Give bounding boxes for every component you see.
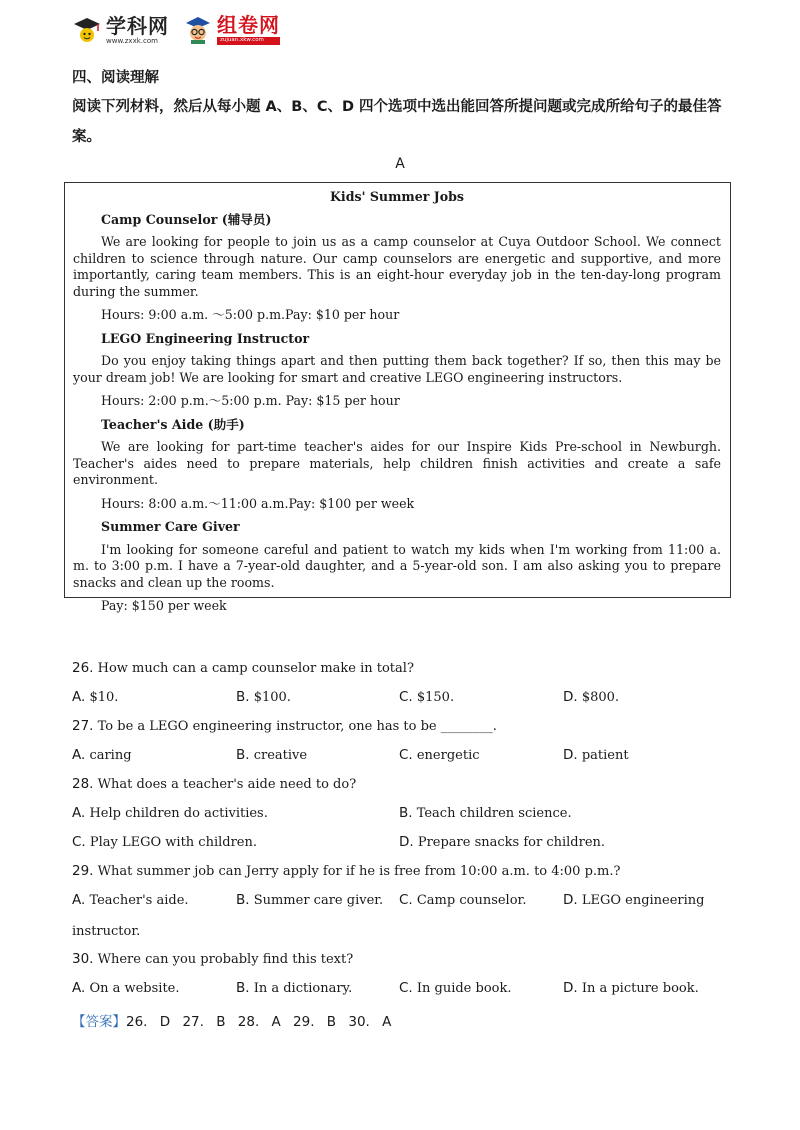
passage-box [64, 182, 731, 613]
option-c[interactable] [399, 978, 511, 999]
option-b[interactable] [236, 890, 383, 911]
job-hours: Hours: 8:00 a.m.～11:00 a.m.Pay: $100 per week [101, 495, 415, 511]
option-letter: B. [236, 747, 250, 763]
logo-title: 学科网 [106, 13, 169, 38]
option-d-continuation: instructor. [72, 924, 141, 939]
job-description: We are looking for people to join us as a camp counselor at Cuya Outdoor School. We connect children to science through nature. Our camp counselors are energetic and supportive, and more importantly, caring team members. This is an eight-hour everyday job in the ten-day-long program during the summer. [73, 234, 721, 299]
answer-values: 26. D 27. B 28. A 29. B 30. A [126, 1014, 392, 1030]
option-letter: A. [72, 689, 86, 705]
question-30 [72, 949, 732, 978]
option-b[interactable] [236, 687, 291, 708]
question-text: To be a LEGO engineering instructor, one has to be ________. [97, 719, 497, 734]
job-hours: Hours: 9:00 a.m. ～5:00 p.m.Pay: $10 per hour [101, 307, 400, 322]
option-text: $800. [581, 690, 620, 705]
option-d[interactable] [563, 745, 629, 766]
option-text: Prepare snacks for children. [417, 835, 606, 850]
option-text: In guide book. [416, 981, 512, 996]
answer-line [72, 1010, 391, 1030]
question-number: 30. [72, 951, 94, 967]
question-text: Where can you probably find this text? [97, 952, 354, 967]
option-text: energetic [416, 748, 480, 763]
option-a[interactable] [72, 687, 118, 708]
zujuan-logo[interactable] [183, 15, 280, 45]
option-letter: A. [72, 892, 86, 908]
job-hours: Hours: 2:00 p.m.～5:00 p.m. Pay: $15 per hour [101, 393, 400, 408]
passage-title: Kids' Summer Jobs [329, 189, 465, 204]
logo-title: 组卷网 [217, 13, 280, 38]
option-row [72, 745, 732, 774]
option-a[interactable] [72, 745, 132, 766]
option-b[interactable] [399, 803, 572, 824]
question-number: 28. [72, 776, 94, 792]
option-text: patient [581, 748, 629, 763]
option-letter: A. [72, 805, 86, 821]
question-number: 29. [72, 863, 94, 879]
option-c[interactable] [399, 745, 480, 766]
option-d[interactable] [563, 890, 705, 911]
option-letter: A. [72, 747, 86, 763]
job-title: Camp Counselor (辅导员) [101, 211, 272, 227]
option-text: Teacher's aide. [89, 893, 189, 908]
option-text: $100. [253, 690, 291, 705]
option-letter: D. [563, 747, 578, 763]
option-row [72, 803, 732, 832]
option-a[interactable] [72, 890, 189, 911]
question-text: What summer job can Jerry apply for if he is free from 10:00 a.m. to 4:00 p.m.? [97, 864, 621, 879]
option-text: Help children do activities. [89, 806, 268, 821]
job-title: LEGO Engineering Instructor [101, 330, 310, 346]
option-letter: D. [399, 834, 414, 850]
option-row [72, 832, 732, 861]
option-text: Camp counselor. [416, 893, 527, 908]
option-d[interactable] [399, 832, 605, 853]
option-letter: B. [236, 892, 250, 908]
option-b[interactable] [236, 745, 307, 766]
answer-tag: 【答案】 [72, 1014, 126, 1030]
option-row [72, 978, 732, 1007]
option-c[interactable] [399, 890, 526, 911]
option-text: Play LEGO with children. [89, 835, 258, 850]
logo-url: www.zxxk.com [106, 36, 158, 45]
section-title: 四、阅读理解 [72, 70, 159, 86]
option-text: Teach children science. [416, 806, 572, 821]
job-hours: Pay: $150 per week [101, 598, 227, 613]
question-27 [72, 716, 732, 745]
option-letter: B. [236, 980, 250, 996]
option-letter: D. [563, 689, 578, 705]
question-26 [72, 658, 732, 687]
option-text: creative [253, 748, 308, 763]
option-a[interactable] [72, 803, 268, 824]
zxxk-logo[interactable] [72, 15, 169, 45]
option-letter: A. [72, 980, 86, 996]
job-description: I'm looking for someone careful and patient to watch my kids when I'm working from 11:00 a. m. to 3:00 p.m. I have a 7-year-old daughter, and a 5-year-old son. I am also asking you to prepare snacks and clean up the rooms. [73, 541, 721, 590]
graduation-cap-icon [72, 15, 102, 45]
option-c[interactable] [399, 687, 454, 708]
option-d[interactable] [563, 687, 619, 708]
option-text: Summer care giver. [253, 893, 384, 908]
option-d[interactable] [563, 978, 699, 999]
question-list [72, 658, 732, 1007]
option-text: In a dictionary. [253, 981, 353, 996]
job-description: Do you enjoy taking things apart and then putting them back together? If so, then this may be your dream job! We are looking for smart and creative LEGO engineering instructors. [73, 353, 721, 385]
logo-url: zujuan.xkw.com [217, 37, 280, 45]
option-letter: B. [236, 689, 250, 705]
option-letter: D. [563, 980, 578, 996]
passage-letter: A [395, 156, 405, 172]
question-text: What does a teacher's aide need to do? [97, 777, 357, 792]
option-letter: C. [399, 892, 413, 908]
question-text: How much can a camp counselor make in total? [97, 661, 414, 676]
option-letter: B. [399, 805, 413, 821]
section-instruction: 阅读下列材料，然后从每小题 A、B、C、D 四个选项中选出能回答所提问题或完成所给句子的最佳答案。 [72, 99, 722, 145]
option-text: On a website. [89, 981, 180, 996]
question-28 [72, 774, 732, 803]
option-letter: C. [399, 747, 413, 763]
question-number: 27. [72, 718, 94, 734]
option-letter: C. [399, 980, 413, 996]
question-29 [72, 861, 732, 890]
option-row [72, 890, 732, 919]
option-text: LEGO engineering [581, 893, 705, 908]
option-a[interactable] [72, 978, 180, 999]
job-title: Teacher's Aide (助手) [101, 416, 245, 432]
job-description: We are looking for part-time teacher's aides for our Inspire Kids Pre-school in Newburgh. Teacher's aides need to prepare materials, help children finish activities and create a safe environment. [73, 439, 721, 487]
option-letter: C. [399, 689, 413, 705]
student-mascot-icon [183, 15, 213, 45]
header-logos [72, 10, 280, 50]
option-letter: D. [563, 892, 578, 908]
option-b[interactable] [236, 978, 352, 999]
option-text: $150. [416, 690, 455, 705]
option-text: $10. [89, 690, 119, 705]
question-number: 26. [72, 660, 94, 676]
option-c[interactable] [72, 832, 257, 853]
option-letter: C. [72, 834, 86, 850]
job-title: Summer Care Giver [101, 519, 240, 534]
option-text: caring [89, 748, 132, 763]
option-text: In a picture book. [581, 981, 699, 996]
option-row [72, 687, 732, 716]
